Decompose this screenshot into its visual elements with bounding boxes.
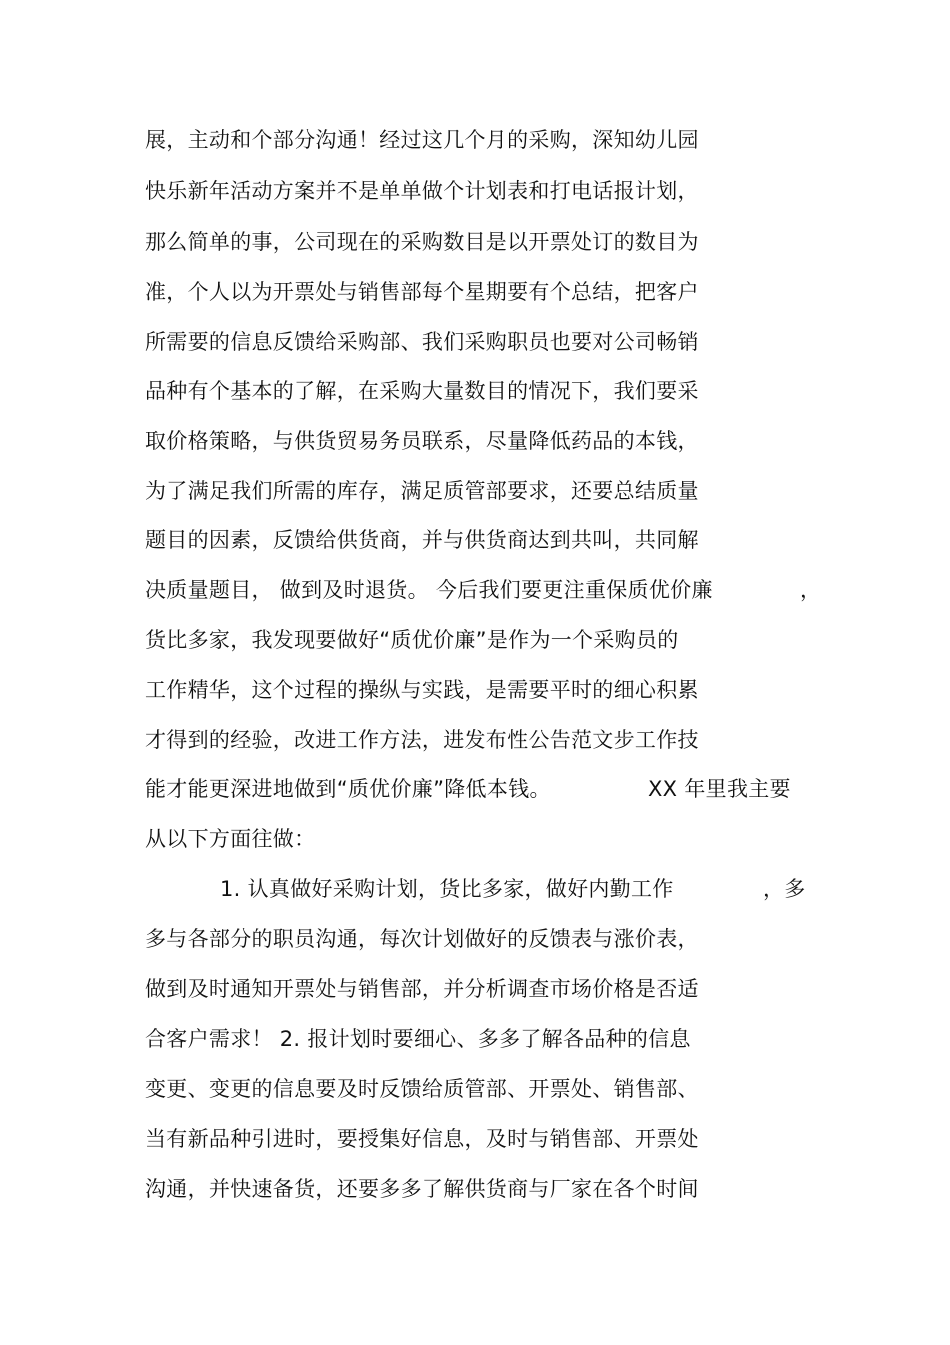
text-line-15: 从以下方面往做： bbox=[145, 827, 316, 851]
text-line-19: 合客户需求！ 2. 报计划时要细心、多多了解各品种的信息 bbox=[145, 1027, 691, 1051]
text-line-14 bbox=[145, 774, 805, 804]
text-line-1: 展，主动和个部分沟通！经过这几个月的采购，深知幼儿园 bbox=[145, 128, 699, 152]
text-line-21: 当有新品种引进时，要授集好信息，及时与销售部、开票处 bbox=[145, 1127, 699, 1151]
text-line-16-main: 1. 认真做好采购计划，货比多家，做好内勤工作 bbox=[220, 877, 674, 901]
text-line-3: 那么简单的事，公司现在的采购数目是以开票处订的数目为 bbox=[145, 230, 699, 254]
text-line-18: 做到及时通知开票处与销售部，并分析调查市场价格是否适 bbox=[145, 977, 699, 1001]
text-line-16 bbox=[220, 874, 810, 904]
text-line-14-tail: XX 年里我主要 bbox=[648, 777, 791, 801]
text-line-22: 沟通，并快速备货，还要多多了解供货商与厂家在各个时间 bbox=[145, 1177, 699, 1201]
text-line-7: 取价格策略，与供货贸易务员联系，尽量降低药品的本钱， bbox=[145, 429, 699, 453]
text-line-8: 为了满足我们所需的库存，满足质管部要求，还要总结质量 bbox=[145, 479, 699, 503]
text-line-2: 快乐新年活动方案并不是单单做个计划表和打电话报计划， bbox=[145, 179, 699, 203]
text-line-14-main: 能才能更深进地做到“质优价廉”降低本钱。 bbox=[145, 777, 551, 801]
text-line-16-tail: ，多 bbox=[763, 877, 806, 901]
text-line-17: 多与各部分的职员沟通，每次计划做好的反馈表与涨价表， bbox=[145, 927, 699, 951]
text-line-10 bbox=[145, 575, 825, 605]
text-line-10-trailing-comma: ， bbox=[800, 578, 822, 602]
text-line-9: 题目的因素，反馈给供货商，并与供货商达到共叫，共同解 bbox=[145, 528, 699, 552]
text-line-11: 货比多家，我发现要做好“质优价廉”是作为一个采购员的 bbox=[145, 628, 679, 652]
text-line-13: 才得到的经验，改进工作方法，进发布性公告范文步工作技 bbox=[145, 728, 699, 752]
text-line-6: 品种有个基本的了解，在采购大量数目的情况下，我们要采 bbox=[145, 379, 699, 403]
text-line-12: 工作精华，这个过程的操纵与实践，是需要平时的细心积累 bbox=[145, 678, 699, 702]
text-line-5: 所需要的信息反馈给采购部、我们采购职员也要对公司畅销 bbox=[145, 330, 699, 354]
text-line-4: 准，个人以为开票处与销售部每个星期要有个总结，把客户 bbox=[145, 280, 699, 304]
text-line-20: 变更、变更的信息要及时反馈给质管部、开票处、销售部、 bbox=[145, 1077, 699, 1101]
text-line-10-main: 决质量题目， 做到及时退货。 今后我们要更注重保质优价廉 bbox=[145, 578, 713, 602]
